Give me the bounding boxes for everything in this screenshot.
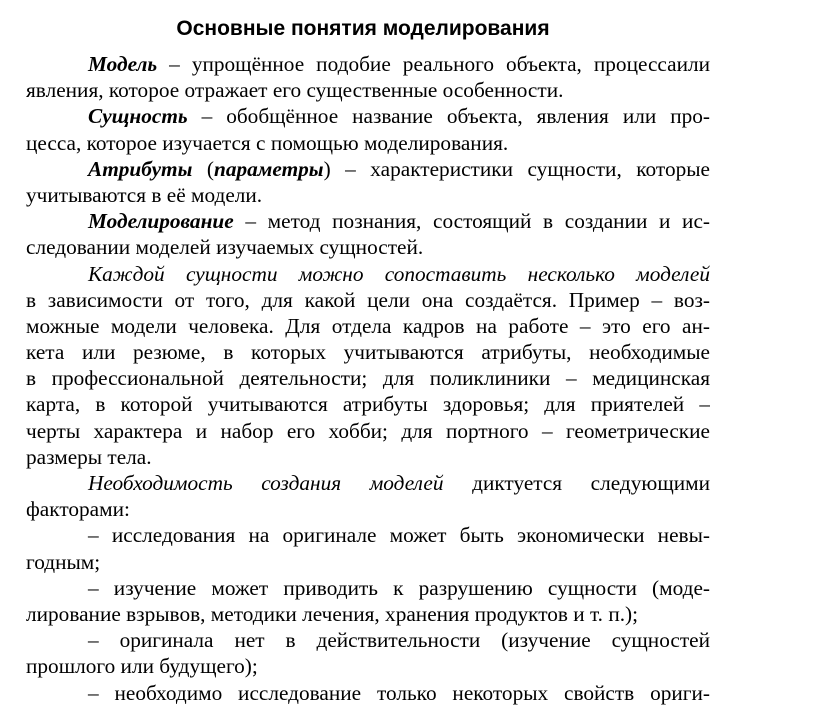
paragraph-line: черты характера и набор его хобби; для портного – геометрические <box>26 418 710 443</box>
paragraph-line: годным; <box>26 549 101 574</box>
paragraph-line: Модель – упрощённое подобие реального объекта, процессаили <box>88 52 710 76</box>
italic-phrase: Каждой сущности можно сопоставить несколько моделей <box>88 261 710 286</box>
document-body <box>26 51 710 706</box>
paragraph-line: Моделирование – метод познания, состоящий в создании и ис- <box>88 209 710 234</box>
paragraph-line: факторами: <box>26 497 130 522</box>
italic-phrase: Необходимость создания моделей <box>88 471 444 495</box>
term-parameters: параметры <box>214 156 324 181</box>
paragraph-line: учитываются в её модели. <box>26 182 263 207</box>
paragraph-line: Атрибуты (параметры) – характеристики сущности, которые <box>88 156 710 181</box>
paragraph-line: явления, которое отражает его существенные особенности. <box>26 78 564 103</box>
list-item-line: – изучение может приводить к разрушению сущности (моде- <box>88 575 710 600</box>
paragraph-line: лирование взрывов, методики лечения, хранения продуктов и т. п.); <box>26 601 639 626</box>
paragraph-line: в зависимости от того, для какой цели она создаётся. Пример – воз- <box>26 287 710 312</box>
paragraph-line: цесса, которое изучается с помощью моделирования. <box>26 130 509 155</box>
term-model: Модель <box>88 52 158 76</box>
term-attributes: Атрибуты <box>88 156 193 181</box>
paragraph-line: следовании моделей изучаемых сущностей. <box>26 235 424 260</box>
term-essence: Сущность <box>88 104 188 129</box>
paragraph-line: в профессиональной деятельности; для поликлиники – медицинская <box>26 366 710 391</box>
paragraph-line: Необходимость создания моделей диктуется следующими <box>88 471 710 495</box>
paragraph-line: прошлого или будущего); <box>26 654 258 679</box>
paragraph-line: карта, в которой учитываются атрибуты здоровья; для приятелей – <box>26 392 710 417</box>
paragraph-line <box>26 261 710 287</box>
list-item-line: – оригинала нет в действительности (изучение сущностей <box>88 628 710 653</box>
list-item-line: – необходимо исследование только некоторых свойств ориги- <box>88 680 710 705</box>
page-title: Основные понятия моделирования <box>176 17 550 40</box>
list-item-line: – исследования на оригинале может быть экономически невы- <box>88 523 710 548</box>
paragraph-line: Сущность – обобщённое название объекта, явления или про- <box>88 104 710 129</box>
term-modeling: Моделирование <box>88 209 234 234</box>
paragraph-line: можные модели человека. Для отдела кадров на работе – это его ан- <box>26 313 710 338</box>
paragraph-line: размеры тела. <box>26 444 152 469</box>
paragraph-line: кета или резюме, в которых учитываются атрибуты, необходимые <box>26 340 710 365</box>
